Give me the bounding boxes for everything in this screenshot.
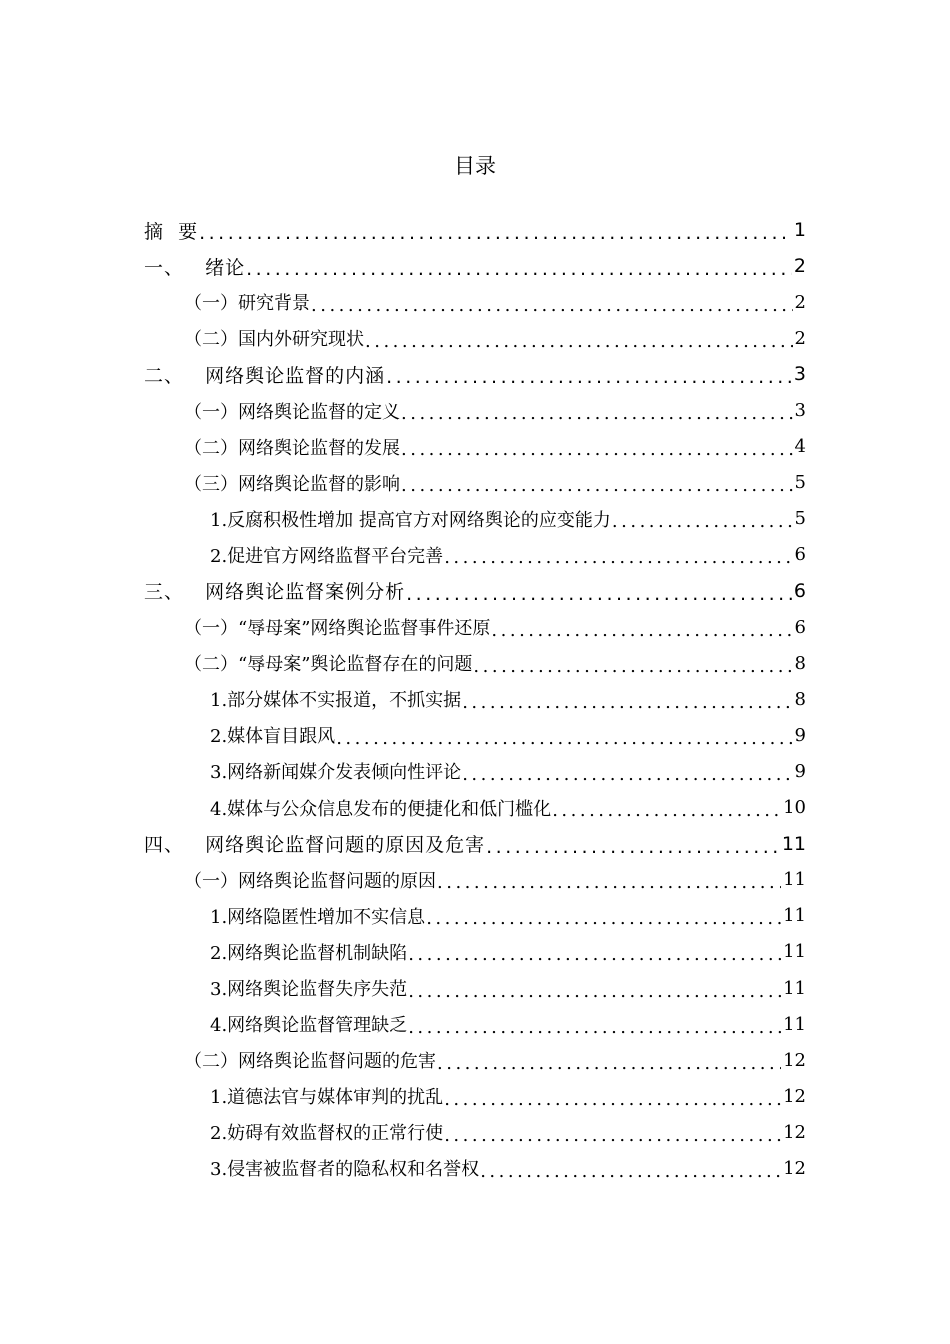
dot-leader xyxy=(473,656,792,677)
dot-leader xyxy=(462,692,792,713)
toc-entry-level-3[interactable] xyxy=(0,790,950,826)
toc-entry-label: 四、 网络舆论监督问题的原因及危害 xyxy=(144,834,486,857)
toc-entry-page-number: 3 xyxy=(793,363,806,386)
toc-entry-level-2[interactable] xyxy=(0,320,950,356)
toc-entry-label: 4.媒体与公众信息发布的便捷化和低门槛化 xyxy=(210,798,552,820)
toc-entry-page-number: 12 xyxy=(783,1121,806,1143)
dot-leader xyxy=(406,583,792,605)
dot-leader xyxy=(408,981,781,1002)
toc-entry-label: 4.网络舆论监督管理缺乏 xyxy=(210,1015,408,1037)
toc-entry-label: （一）网络舆论监督的定义 xyxy=(184,401,400,423)
toc-entry-page-number: 3 xyxy=(794,400,806,422)
toc-entry-level-3[interactable] xyxy=(0,681,950,717)
toc-entry-level-1[interactable] xyxy=(0,248,950,284)
toc-entry-page-number: 11 xyxy=(783,941,806,963)
toc-entry-level-3[interactable] xyxy=(0,501,950,537)
toc-entry-level-3[interactable] xyxy=(0,1006,950,1042)
dot-leader xyxy=(311,295,793,316)
toc-entry-level-3[interactable] xyxy=(0,1150,950,1186)
dot-leader xyxy=(437,872,781,893)
toc-entry-label: 三、 网络舆论监督案例分析 xyxy=(144,581,406,604)
toc-entry-page-number: 11 xyxy=(783,905,806,927)
toc-entry-label: （一）网络舆论监督问题的原因 xyxy=(184,870,436,892)
toc-entry-level-1[interactable] xyxy=(0,573,950,609)
toc-entry-page-number: 8 xyxy=(794,652,806,674)
toc-entry-page-number: 10 xyxy=(783,797,806,819)
toc-entry-level-2[interactable] xyxy=(0,862,950,898)
toc-entry-level-3[interactable] xyxy=(0,753,950,789)
toc-entry-label: （二）网络舆论监督问题的危害 xyxy=(184,1051,436,1073)
toc-entry-page-number: 2 xyxy=(794,291,806,313)
toc-entry-label: 1.网络隐匿性增加不实信息 xyxy=(210,906,426,928)
toc-entry-label: 3.网络舆论监督失序失范 xyxy=(210,979,408,1001)
dot-leader xyxy=(365,331,793,352)
dot-leader xyxy=(612,511,793,532)
toc-entry-page-number: 2 xyxy=(793,255,806,278)
toc-entry-level-3[interactable] xyxy=(0,970,950,1006)
toc-entry-level-3[interactable] xyxy=(0,537,950,573)
toc-title: 目录 xyxy=(454,154,496,178)
toc-entry-page-number: 12 xyxy=(783,1049,806,1071)
toc-entry-level-1[interactable] xyxy=(0,212,950,248)
toc-entry-level-2[interactable] xyxy=(0,465,950,501)
dot-leader xyxy=(444,1125,781,1146)
toc-entry-page-number: 5 xyxy=(794,508,806,530)
dot-leader xyxy=(444,547,792,568)
toc-entry-label: （三）网络舆论监督的影响 xyxy=(184,473,400,495)
toc-entry-label: （二）国内外研究现状 xyxy=(184,329,364,351)
toc-entry-level-3[interactable] xyxy=(0,1078,950,1114)
toc-entry-level-1[interactable] xyxy=(0,356,950,392)
toc-entry-label: 2.媒体盲目跟风 xyxy=(210,726,336,748)
toc-entry-label: 2.促进官方网络监督平台完善 xyxy=(210,545,444,567)
toc-entry-label: 1.反腐积极性增加 提高官方对网络舆论的应变能力 xyxy=(210,509,611,531)
toc-entry-page-number: 11 xyxy=(783,869,806,891)
table-of-contents xyxy=(0,212,950,1187)
toc-entry-label: 1.道德法官与媒体审判的扰乱 xyxy=(210,1087,444,1109)
toc-entry-label: （一）研究背景 xyxy=(184,293,310,315)
dot-leader xyxy=(401,403,793,424)
toc-entry-label: 摘 要 xyxy=(144,220,199,243)
toc-entry-page-number: 2 xyxy=(794,327,806,349)
toc-entry-level-3[interactable] xyxy=(0,1114,950,1150)
dot-leader xyxy=(426,908,781,929)
toc-entry-page-number: 6 xyxy=(794,544,806,566)
toc-entry-label: 2.妨碍有效监督权的正常行使 xyxy=(210,1123,444,1145)
dot-leader xyxy=(336,728,792,749)
dot-leader xyxy=(462,764,792,785)
toc-entry-page-number: 4 xyxy=(794,436,806,458)
dot-leader xyxy=(552,800,781,821)
toc-entry-label: 二、 网络舆论监督的内涵 xyxy=(144,364,386,387)
toc-entry-label: 3.网络新闻媒介发表倾向性评论 xyxy=(210,762,462,784)
dot-leader xyxy=(437,1053,781,1074)
toc-entry-label: （二）“辱母案”舆论监督存在的问题 xyxy=(184,654,473,676)
toc-entry-level-2[interactable] xyxy=(0,609,950,645)
toc-entry-page-number: 6 xyxy=(794,616,806,638)
toc-entry-page-number: 8 xyxy=(794,688,806,710)
toc-entry-page-number: 9 xyxy=(794,724,806,746)
toc-entry-label: 1.部分媒体不实报道，不抓实据 xyxy=(210,690,462,712)
toc-entry-level-2[interactable] xyxy=(0,1042,950,1078)
dot-leader xyxy=(199,222,792,244)
toc-entry-level-3[interactable] xyxy=(0,898,950,934)
dot-leader xyxy=(246,258,792,280)
toc-entry-page-number: 1 xyxy=(793,219,806,242)
toc-entry-page-number: 11 xyxy=(783,1013,806,1035)
dot-leader xyxy=(486,836,780,858)
toc-entry-label: （二）网络舆论监督的发展 xyxy=(184,437,400,459)
toc-entry-level-3[interactable] xyxy=(0,934,950,970)
toc-entry-page-number: 11 xyxy=(783,977,806,999)
toc-entry-label: （一）“辱母案”网络舆论监督事件还原 xyxy=(184,618,491,640)
toc-entry-level-2[interactable] xyxy=(0,645,950,681)
dot-leader xyxy=(408,1017,781,1038)
toc-entry-page-number: 11 xyxy=(781,832,806,855)
toc-entry-level-2[interactable] xyxy=(0,429,950,465)
toc-entry-page-number: 12 xyxy=(783,1085,806,1107)
toc-entry-page-number: 6 xyxy=(793,579,806,602)
toc-entry-label: 一、 绪论 xyxy=(144,256,246,279)
dot-leader xyxy=(480,1161,781,1182)
toc-entry-level-1[interactable] xyxy=(0,826,950,862)
toc-entry-label: 3.侵害被监督者的隐私权和名誉权 xyxy=(210,1159,480,1181)
dot-leader xyxy=(401,475,793,496)
toc-entry-level-2[interactable] xyxy=(0,284,950,320)
toc-entry-level-2[interactable] xyxy=(0,392,950,428)
toc-entry-page-number: 12 xyxy=(783,1157,806,1179)
toc-entry-page-number: 9 xyxy=(794,760,806,782)
toc-entry-page-number: 5 xyxy=(794,472,806,494)
dot-leader xyxy=(408,944,781,965)
toc-entry-level-3[interactable] xyxy=(0,717,950,753)
dot-leader xyxy=(386,366,792,388)
toc-entry-label: 2.网络舆论监督机制缺陷 xyxy=(210,942,408,964)
dot-leader xyxy=(491,620,792,641)
dot-leader xyxy=(401,439,793,460)
dot-leader xyxy=(444,1089,781,1110)
